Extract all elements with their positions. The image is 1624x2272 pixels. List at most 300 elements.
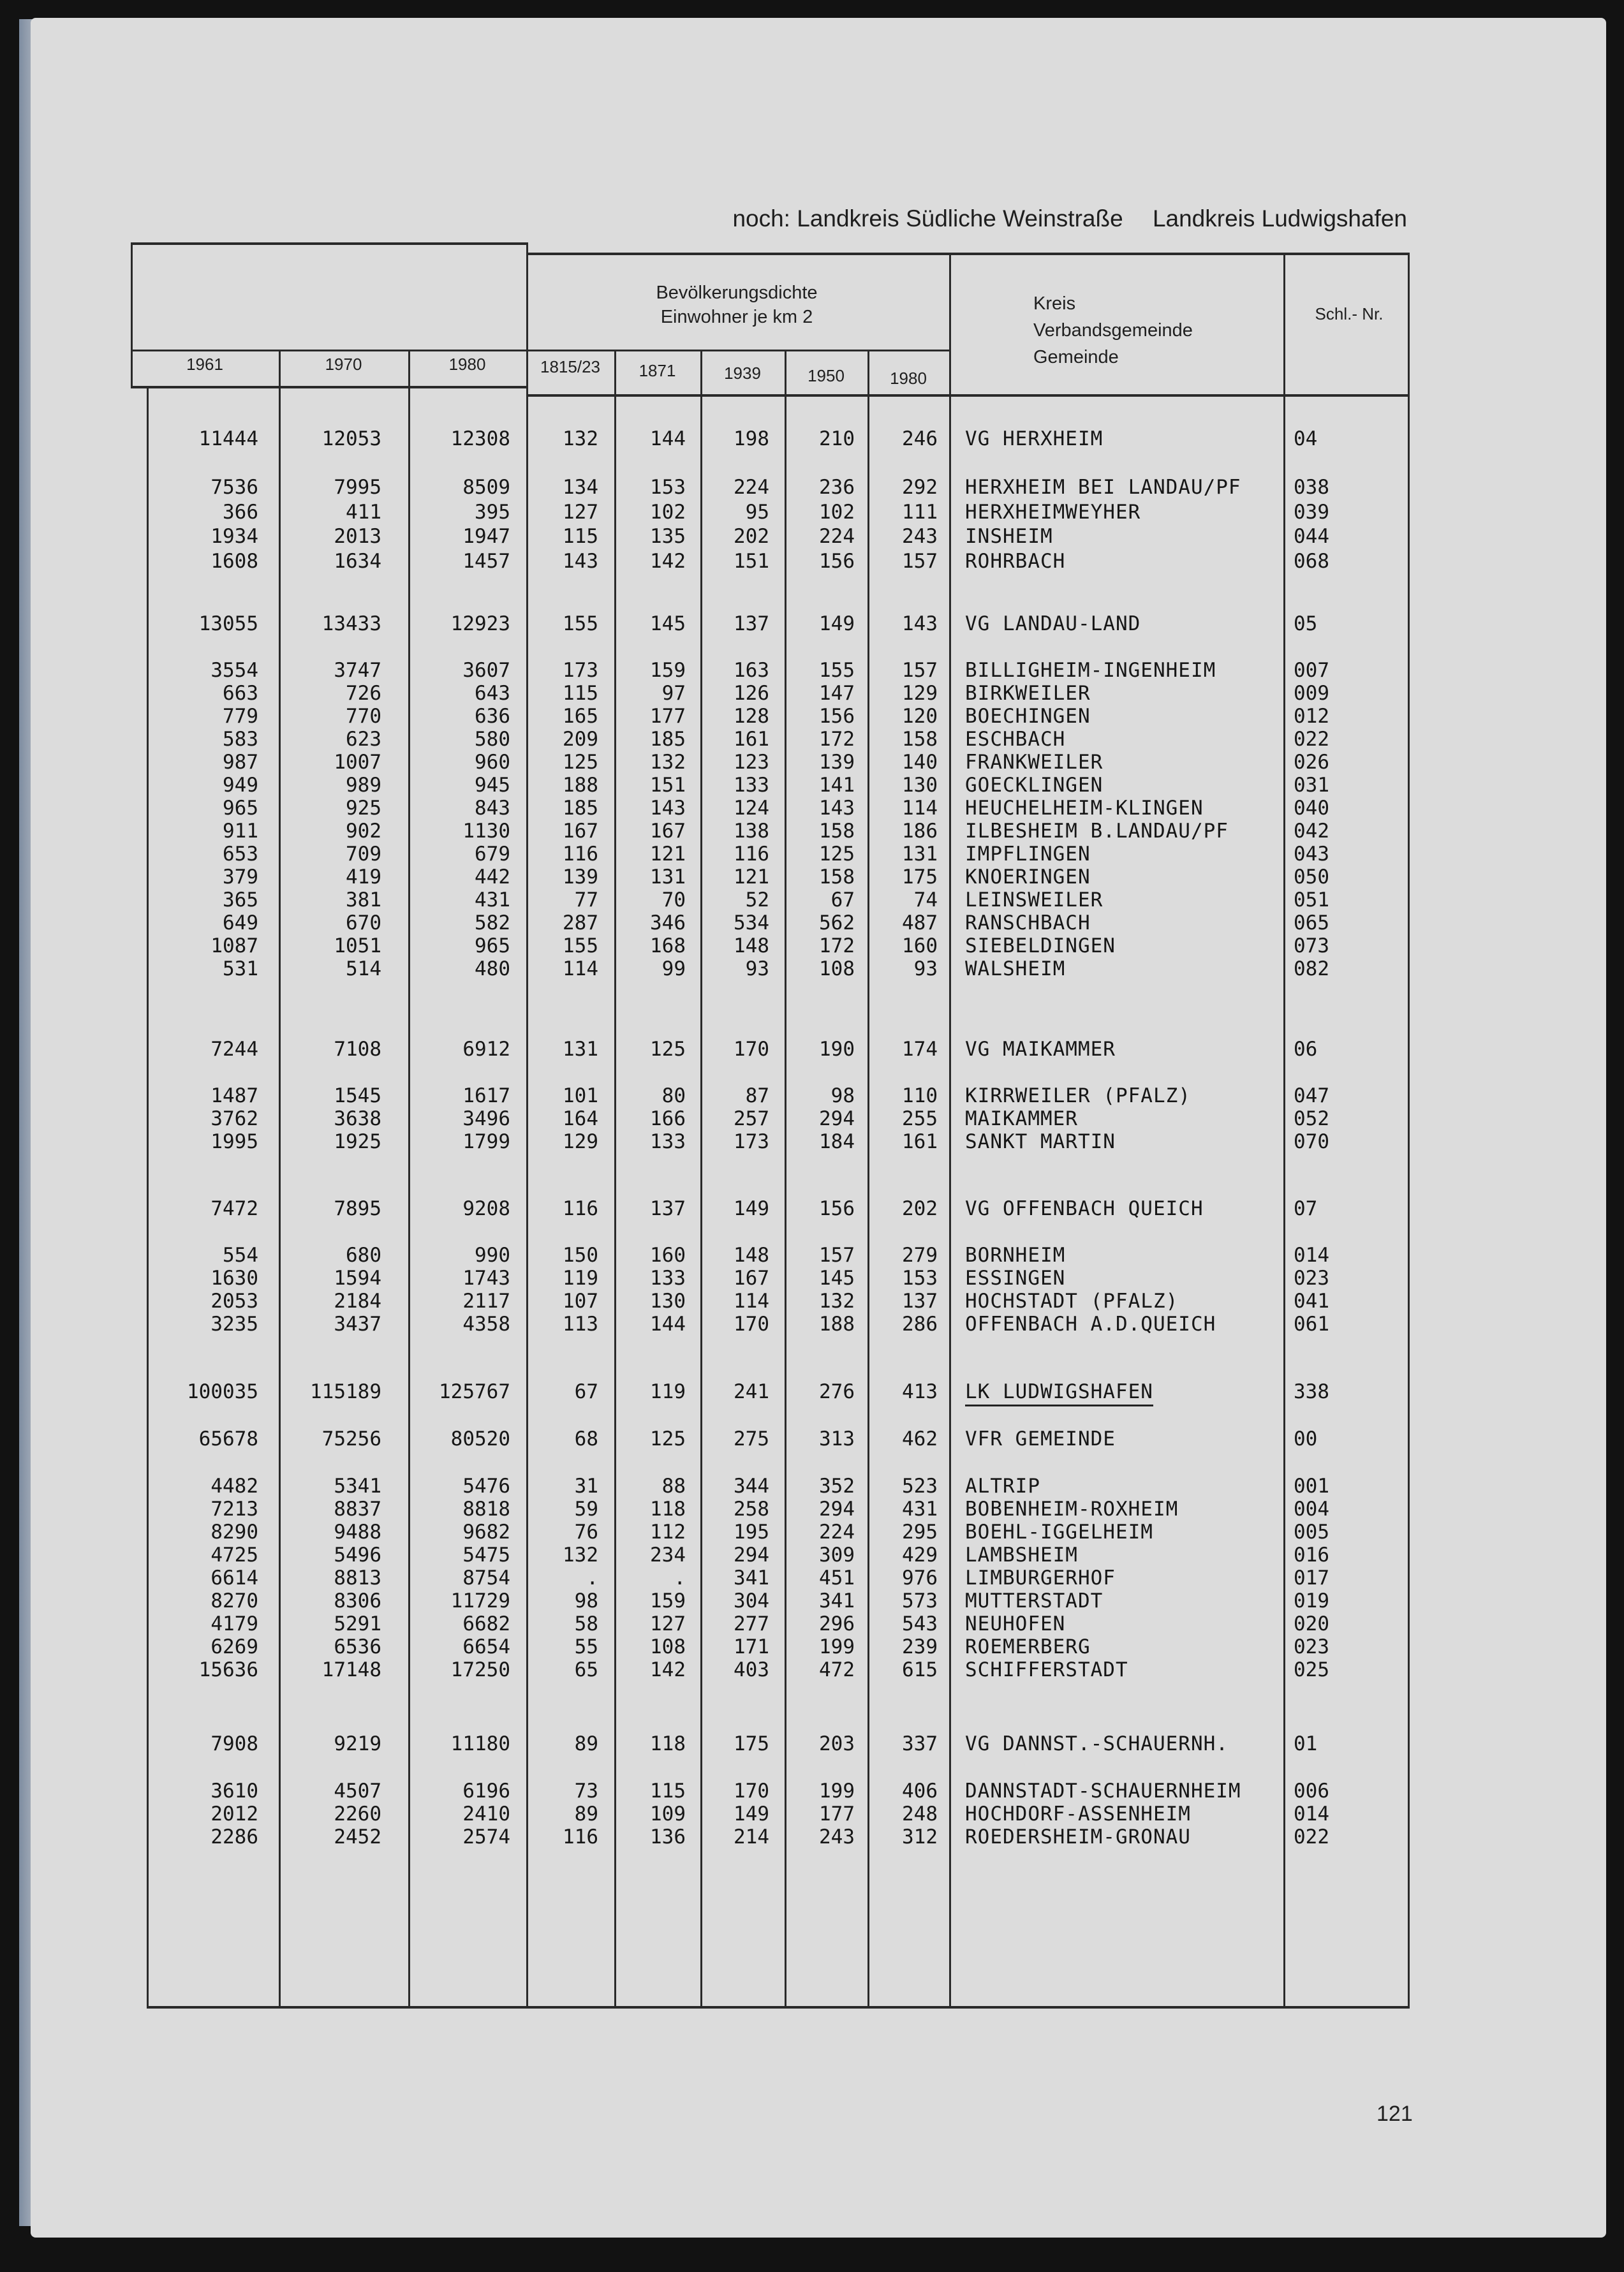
table-row — [0, 1780, 1624, 1803]
cell-p1961: 4482 — [210, 1475, 258, 1498]
cell-p1961: 4725 — [210, 1544, 258, 1567]
cell-p1961: 1487 — [210, 1084, 258, 1107]
cell-p1980: 125767 — [439, 1380, 510, 1403]
table-row — [0, 1521, 1624, 1544]
cell-d1980: 175 — [902, 866, 938, 889]
cell-p1970: 3437 — [334, 1313, 381, 1336]
cell-d1939: 202 — [734, 525, 769, 548]
cell-p1961: 1934 — [210, 525, 258, 548]
cell-key: 026 — [1294, 751, 1329, 774]
header-density-1871: 1871 — [639, 361, 676, 380]
table-row — [0, 1498, 1624, 1521]
cell-key: 338 — [1294, 1380, 1329, 1403]
cell-d1950: 67 — [830, 889, 855, 911]
cell-d1950: 224 — [819, 525, 855, 548]
cell-d1871: 159 — [650, 659, 686, 682]
cell-d1980: 137 — [902, 1290, 938, 1313]
cell-d1980: 292 — [902, 476, 938, 499]
cell-d1950: 313 — [819, 1427, 855, 1450]
table-row — [0, 1567, 1624, 1590]
cell-d1871: 109 — [650, 1803, 686, 1826]
cell-d1980: 523 — [902, 1475, 938, 1498]
cell-p1980: 5476 — [462, 1475, 510, 1498]
cell-p1980: 2574 — [462, 1826, 510, 1848]
cell-d1950: 156 — [819, 705, 855, 728]
cell-d1871: 142 — [650, 550, 686, 573]
cell-d1815: 77 — [574, 889, 598, 911]
cell-d1939: 170 — [734, 1038, 769, 1061]
cell-p1980: 965 — [475, 934, 510, 957]
cell-d1980: 246 — [902, 427, 938, 450]
cell-name: SANKT MARTIN — [965, 1130, 1116, 1153]
cell-p1980: 9208 — [462, 1197, 510, 1220]
cell-d1950: 108 — [819, 957, 855, 980]
cell-p1961: 2286 — [210, 1826, 258, 1848]
cell-p1970: 1925 — [334, 1130, 381, 1153]
cell-d1939: 148 — [734, 934, 769, 957]
cell-name: DANNSTADT-SCHAUERNHEIM — [965, 1780, 1241, 1803]
page-header — [732, 205, 1407, 232]
cell-d1980: 255 — [902, 1107, 938, 1130]
cell-name: ALTRIP — [965, 1475, 1040, 1498]
cell-d1950: 156 — [819, 550, 855, 573]
cell-d1815: 129 — [563, 1130, 598, 1153]
cell-d1815: 131 — [563, 1038, 598, 1061]
cell-d1815: 31 — [574, 1475, 598, 1498]
cell-d1871: 115 — [650, 1780, 686, 1803]
cell-d1815: 65 — [574, 1658, 598, 1681]
cell-p1980: 8818 — [462, 1498, 510, 1521]
header-density-1939: 1939 — [724, 364, 761, 383]
cell-d1939: 151 — [734, 550, 769, 573]
cell-d1815: 115 — [563, 525, 598, 548]
cell-key: 04 — [1294, 427, 1318, 450]
cell-d1950: 102 — [819, 501, 855, 524]
cell-d1871: 112 — [650, 1521, 686, 1544]
table-row — [0, 550, 1624, 573]
cell-key: 01 — [1294, 1732, 1318, 1755]
cell-d1815: 287 — [563, 911, 598, 934]
cell-d1939: 87 — [745, 1084, 769, 1107]
table-row — [0, 427, 1624, 450]
cell-d1950: 294 — [819, 1107, 855, 1130]
cell-d1815: 155 — [563, 934, 598, 957]
cell-d1815: 173 — [563, 659, 598, 682]
cell-d1950: 199 — [819, 1780, 855, 1803]
cell-p1970: 989 — [346, 774, 381, 797]
cell-d1815: . — [586, 1567, 598, 1590]
cell-p1970: 770 — [346, 705, 381, 728]
table-top-left-line — [131, 242, 526, 245]
cell-d1815: 68 — [574, 1427, 598, 1450]
cell-d1871: 70 — [661, 889, 686, 911]
cell-p1970: 1007 — [334, 751, 381, 774]
cell-d1950: 172 — [819, 728, 855, 751]
cell-d1871: 166 — [650, 1107, 686, 1130]
cell-d1950: 141 — [819, 774, 855, 797]
cell-d1871: 102 — [650, 501, 686, 524]
cell-key: 047 — [1294, 1084, 1329, 1107]
header-density-1980: 1980 — [890, 369, 927, 388]
cell-d1939: 114 — [734, 1290, 769, 1313]
table-row — [0, 957, 1624, 980]
cell-key: 007 — [1294, 659, 1329, 682]
cell-p1961: 13055 — [198, 612, 258, 635]
cell-p1980: 4358 — [462, 1313, 510, 1336]
cell-key: 051 — [1294, 889, 1329, 911]
table-header-rule-3 — [526, 394, 1410, 397]
cell-d1871: 136 — [650, 1826, 686, 1848]
cell-key: 022 — [1294, 728, 1329, 751]
table-row — [0, 1544, 1624, 1567]
cell-d1815: 115 — [563, 682, 598, 705]
cell-d1939: 224 — [734, 476, 769, 499]
cell-name: LAMBSHEIM — [965, 1544, 1078, 1567]
cell-d1950: 210 — [819, 427, 855, 450]
table-row — [0, 820, 1624, 843]
cell-p1970: 2452 — [334, 1826, 381, 1848]
cell-p1980: 11729 — [450, 1590, 510, 1612]
cell-p1980: 8509 — [462, 476, 510, 499]
cell-p1980: 8754 — [462, 1567, 510, 1590]
cell-d1950: 188 — [819, 1313, 855, 1336]
cell-p1961: 1087 — [210, 934, 258, 957]
cell-p1970: 1051 — [334, 934, 381, 957]
cell-p1961: 3235 — [210, 1313, 258, 1336]
cell-d1871: 133 — [650, 1130, 686, 1153]
cell-name: NEUHOFEN — [965, 1612, 1066, 1635]
cell-d1950: 243 — [819, 1826, 855, 1848]
cell-p1961: 2053 — [210, 1290, 258, 1313]
cell-p1961: 965 — [223, 797, 258, 820]
cell-d1950: 190 — [819, 1038, 855, 1061]
cell-d1871: 119 — [650, 1380, 686, 1403]
cell-name: RANSCHBACH — [965, 911, 1091, 934]
cell-p1980: 960 — [475, 751, 510, 774]
cell-d1871: 118 — [650, 1732, 686, 1755]
table-row — [0, 1732, 1624, 1755]
cell-d1815: 188 — [563, 774, 598, 797]
cell-p1961: 3554 — [210, 659, 258, 682]
col-line-5 — [700, 350, 702, 2008]
cell-name: LEINSWEILER — [965, 889, 1104, 911]
cell-p1970: 5341 — [334, 1475, 381, 1498]
cell-p1970: 7995 — [334, 476, 381, 499]
cell-p1980: 843 — [475, 797, 510, 820]
cell-d1950: 149 — [819, 612, 855, 635]
cell-name: WALSHEIM — [965, 957, 1066, 980]
cell-d1815: 119 — [563, 1267, 598, 1290]
cell-d1980: 202 — [902, 1197, 938, 1220]
cell-d1871: 142 — [650, 1658, 686, 1681]
cell-p1961: 3762 — [210, 1107, 258, 1130]
cell-p1970: 1594 — [334, 1267, 381, 1290]
cell-d1815: 132 — [563, 427, 598, 450]
table-top-right-line — [526, 253, 1410, 255]
cell-d1939: 258 — [734, 1498, 769, 1521]
cell-d1815: 58 — [574, 1612, 598, 1635]
cell-p1961: 3610 — [210, 1780, 258, 1803]
col-line-6 — [785, 350, 786, 2008]
cell-d1950: 562 — [819, 911, 855, 934]
cell-p1970: 13433 — [321, 612, 381, 635]
cell-name: LIMBURGERHOF — [965, 1567, 1116, 1590]
cell-d1939: 173 — [734, 1130, 769, 1153]
cell-p1961: 100035 — [187, 1380, 258, 1403]
col-line-2 — [408, 350, 410, 2008]
cell-p1970: 381 — [346, 889, 381, 911]
header-year-1961: 1961 — [186, 355, 223, 374]
cell-p1961: 663 — [223, 682, 258, 705]
cell-d1871: 167 — [650, 820, 686, 843]
cell-d1950: 156 — [819, 1197, 855, 1220]
cell-p1980: 5475 — [462, 1544, 510, 1567]
cell-d1871: 185 — [650, 728, 686, 751]
cell-key: 00 — [1294, 1427, 1318, 1450]
cell-name: BOEHL-IGGELHEIM — [965, 1521, 1153, 1544]
cell-p1970: 7108 — [334, 1038, 381, 1061]
cell-p1980: 679 — [475, 843, 510, 866]
cell-key: 014 — [1294, 1803, 1329, 1826]
cell-key: 023 — [1294, 1267, 1329, 1290]
cell-p1970: 75256 — [321, 1427, 381, 1450]
cell-d1980: 110 — [902, 1084, 938, 1107]
cell-d1950: 472 — [819, 1658, 855, 1681]
cell-p1961: 987 — [223, 751, 258, 774]
cell-p1980: 3607 — [462, 659, 510, 682]
cell-d1950: 451 — [819, 1567, 855, 1590]
cell-name: VFR GEMEINDE — [965, 1427, 1116, 1450]
cell-d1939: 170 — [734, 1780, 769, 1803]
table-row — [0, 659, 1624, 682]
cell-d1815: 155 — [563, 612, 598, 635]
cell-name: BORNHEIM — [965, 1244, 1066, 1267]
cell-p1970: 670 — [346, 911, 381, 934]
col-line-4 — [614, 350, 616, 2008]
cell-d1871: 144 — [650, 1313, 686, 1336]
table-row — [0, 476, 1624, 499]
cell-d1950: 125 — [819, 843, 855, 866]
cell-name: VG LANDAU-LAND — [965, 612, 1141, 635]
cell-d1950: 158 — [819, 820, 855, 843]
cell-p1970: 709 — [346, 843, 381, 866]
cell-d1980: 248 — [902, 1803, 938, 1826]
cell-key: 014 — [1294, 1244, 1329, 1267]
cell-p1961: 7472 — [210, 1197, 258, 1220]
cell-d1815: 116 — [563, 1197, 598, 1220]
cell-name: MAIKAMMER — [965, 1107, 1078, 1130]
cell-d1815: 55 — [574, 1635, 598, 1658]
cell-d1950: 158 — [819, 866, 855, 889]
cell-d1980: 174 — [902, 1038, 938, 1061]
cell-d1815: 107 — [563, 1290, 598, 1313]
cell-name: HEUCHELHEIM-KLINGEN — [965, 797, 1204, 820]
cell-name: MUTTERSTADT — [965, 1590, 1104, 1612]
cell-d1871: 177 — [650, 705, 686, 728]
cell-d1980: 111 — [902, 501, 938, 524]
cell-d1939: 275 — [734, 1427, 769, 1450]
cell-p1970: 2013 — [334, 525, 381, 548]
cell-key: 068 — [1294, 550, 1329, 573]
cell-p1980: 9682 — [462, 1521, 510, 1544]
cell-p1980: 17250 — [450, 1658, 510, 1681]
cell-p1961: 15636 — [198, 1658, 258, 1681]
cell-p1980: 1743 — [462, 1267, 510, 1290]
cell-p1980: 2410 — [462, 1803, 510, 1826]
cell-d1815: 67 — [574, 1380, 598, 1403]
table-bottom-line — [147, 2006, 1410, 2009]
cell-d1980: 153 — [902, 1267, 938, 1290]
cell-d1815: 150 — [563, 1244, 598, 1267]
header-left: noch: Landkreis Südliche Weinstraße — [732, 205, 1123, 232]
cell-d1950: 309 — [819, 1544, 855, 1567]
cell-d1939: 128 — [734, 705, 769, 728]
cell-d1815: 143 — [563, 550, 598, 573]
cell-p1961: 911 — [223, 820, 258, 843]
cell-d1815: 114 — [563, 957, 598, 980]
cell-p1980: 431 — [475, 889, 510, 911]
cell-d1871: 97 — [661, 682, 686, 705]
cell-p1980: 80520 — [450, 1427, 510, 1450]
cell-d1939: 161 — [734, 728, 769, 751]
cell-d1980: 243 — [902, 525, 938, 548]
cell-name: OFFENBACH A.D.QUEICH — [965, 1313, 1216, 1336]
cell-p1970: 8306 — [334, 1590, 381, 1612]
cell-d1871: 132 — [650, 751, 686, 774]
header-year-1970: 1970 — [325, 355, 362, 374]
cell-name: VG OFFENBACH QUEICH — [965, 1197, 1204, 1220]
cell-d1939: 123 — [734, 751, 769, 774]
cell-d1939: 344 — [734, 1475, 769, 1498]
cell-key: 043 — [1294, 843, 1329, 866]
cell-d1815: 167 — [563, 820, 598, 843]
cell-d1939: 167 — [734, 1267, 769, 1290]
cell-name: KIRRWEILER (PFALZ) — [965, 1084, 1191, 1107]
table-row — [0, 1290, 1624, 1313]
cell-key: 009 — [1294, 682, 1329, 705]
cell-d1815: 113 — [563, 1313, 598, 1336]
table-row — [0, 843, 1624, 866]
cell-d1871: 153 — [650, 476, 686, 499]
cell-d1871: 133 — [650, 1267, 686, 1290]
cell-p1970: 514 — [346, 957, 381, 980]
cell-key: 031 — [1294, 774, 1329, 797]
table-row — [0, 751, 1624, 774]
cell-d1815: 165 — [563, 705, 598, 728]
cell-p1980: 990 — [475, 1244, 510, 1267]
cell-d1871: 80 — [661, 1084, 686, 1107]
cell-p1961: 6269 — [210, 1635, 258, 1658]
cell-p1961: 949 — [223, 774, 258, 797]
cell-p1970: 2184 — [334, 1290, 381, 1313]
cell-name: SIEBELDINGEN — [965, 934, 1116, 957]
cell-d1980: 120 — [902, 705, 938, 728]
cell-d1980: 487 — [902, 911, 938, 934]
cell-d1980: 431 — [902, 1498, 938, 1521]
cell-d1939: 534 — [734, 911, 769, 934]
cell-d1939: 171 — [734, 1635, 769, 1658]
header-right: Landkreis Ludwigshafen — [1152, 205, 1407, 232]
cell-key: 042 — [1294, 820, 1329, 843]
cell-p1980: 636 — [475, 705, 510, 728]
cell-key: 05 — [1294, 612, 1318, 635]
cell-name: GOECKLINGEN — [965, 774, 1104, 797]
cell-key: 052 — [1294, 1107, 1329, 1130]
cell-d1980: 413 — [902, 1380, 938, 1403]
cell-d1871: 127 — [650, 1612, 686, 1635]
cell-d1871: 125 — [650, 1038, 686, 1061]
header-key-col: Schl.- Nr. — [1315, 304, 1384, 323]
cell-name: ESCHBACH — [965, 728, 1066, 751]
cell-name: IMPFLINGEN — [965, 843, 1091, 866]
cell-p1980: 582 — [475, 911, 510, 934]
cell-p1980: 6654 — [462, 1635, 510, 1658]
cell-d1871: 143 — [650, 797, 686, 820]
cell-d1950: 98 — [830, 1084, 855, 1107]
cell-d1939: 341 — [734, 1567, 769, 1590]
table-row — [0, 1658, 1624, 1681]
cell-d1815: 139 — [563, 866, 598, 889]
page-number: 121 — [1377, 2102, 1413, 2126]
cell-d1871: 137 — [650, 1197, 686, 1220]
cell-p1961: 583 — [223, 728, 258, 751]
cell-d1950: 177 — [819, 1803, 855, 1826]
cell-p1961: 366 — [223, 501, 258, 524]
cell-p1970: 9488 — [334, 1521, 381, 1544]
cell-d1980: 160 — [902, 934, 938, 957]
cell-d1939: 138 — [734, 820, 769, 843]
cell-p1970: 411 — [346, 501, 381, 524]
cell-p1961: 65678 — [198, 1427, 258, 1450]
cell-d1815: 59 — [574, 1498, 598, 1521]
cell-d1980: 286 — [902, 1313, 938, 1336]
cell-d1939: 149 — [734, 1803, 769, 1826]
cell-p1980: 6196 — [462, 1780, 510, 1803]
cell-d1871: 131 — [650, 866, 686, 889]
cell-key: 06 — [1294, 1038, 1318, 1061]
cell-key: 025 — [1294, 1658, 1329, 1681]
cell-d1950: 157 — [819, 1244, 855, 1267]
cell-p1970: 1545 — [334, 1084, 381, 1107]
cell-p1980: 442 — [475, 866, 510, 889]
cell-key: 065 — [1294, 911, 1329, 934]
cell-d1950: 147 — [819, 682, 855, 705]
cell-p1980: 395 — [475, 501, 510, 524]
cell-p1980: 11180 — [450, 1732, 510, 1755]
cell-name: HERXHEIM BEI LANDAU/PF — [965, 476, 1241, 499]
cell-d1871: 125 — [650, 1427, 686, 1450]
cell-p1970: 902 — [346, 820, 381, 843]
cell-d1980: 295 — [902, 1521, 938, 1544]
table-row — [0, 1038, 1624, 1061]
cell-key: 061 — [1294, 1313, 1329, 1336]
cell-p1970: 680 — [346, 1244, 381, 1267]
cell-d1980: 130 — [902, 774, 938, 797]
cell-p1980: 1947 — [462, 525, 510, 548]
cell-d1939: 304 — [734, 1590, 769, 1612]
cell-name: HOCHDORF-ASSENHEIM — [965, 1803, 1191, 1826]
cell-p1961: 7244 — [210, 1038, 258, 1061]
cell-key: 020 — [1294, 1612, 1329, 1635]
cell-d1939: 116 — [734, 843, 769, 866]
cell-d1980: 406 — [902, 1780, 938, 1803]
cell-name: ROEDERSHEIM-GRONAU — [965, 1826, 1191, 1848]
cell-d1980: 143 — [902, 612, 938, 635]
cell-p1970: 6536 — [334, 1635, 381, 1658]
cell-d1980: 129 — [902, 682, 938, 705]
cell-p1980: 12923 — [450, 612, 510, 635]
cell-d1815: 116 — [563, 843, 598, 866]
